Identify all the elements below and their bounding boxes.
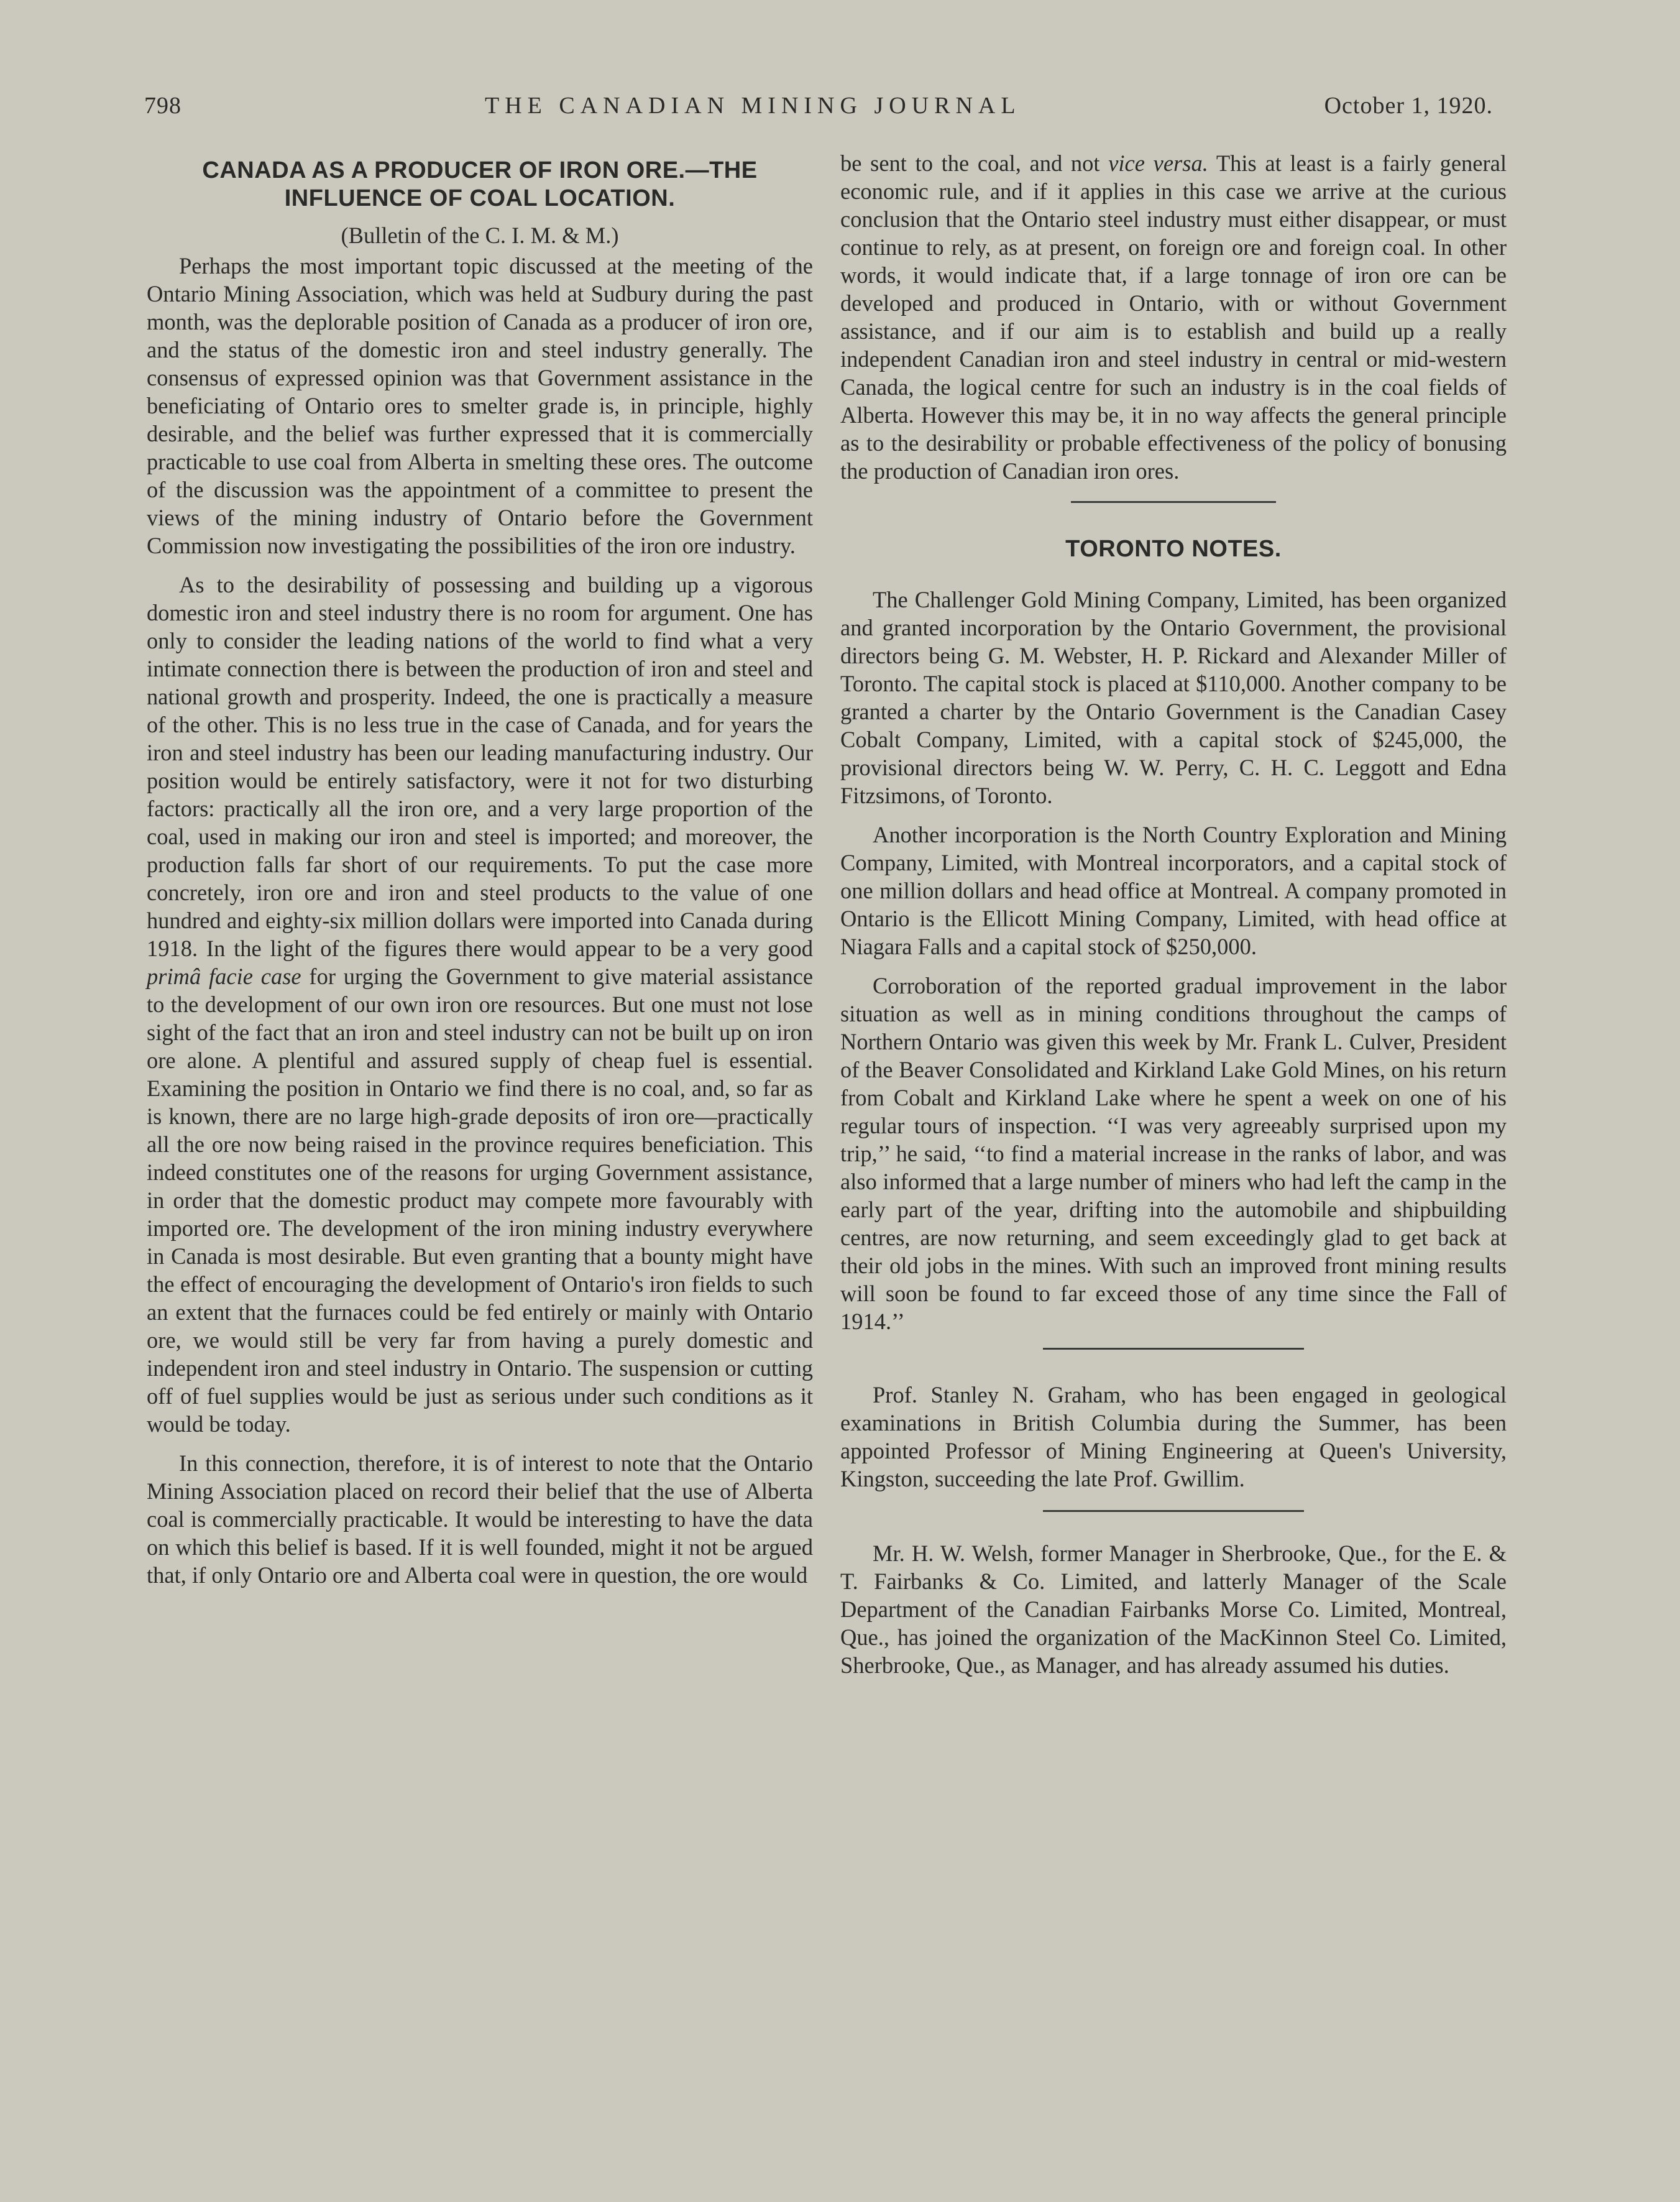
article-paragraph-2-text-b: for urging the Government to give material assistance to the development of our own iron ore resources. But one must not lose sight of the fact that an iron and steel industry can not be built up on iron ore alone. A plentiful and assured supply of cheap fuel is essential. Examining the position in Ontario we find there is no coal, and, so far as is known, there are no large high-grade deposits of iron ore—practically all the ore now being raised in the province requires beneficiation. This indeed constitutes one of the reasons for urging Government assistance, in order that the domestic product may compete more favourably with imported ore. The development of the iron mining industry everywhere in Canada is most desirable. But even granting that a bounty might have the effect of encouraging the development of Ontario's iron fields to such an extent that the furnaces could be fed entirely or mainly with Ontario ore, we would still be very far from having a purely domestic and independent iron and steel industry in Ontario. The suspension or cutting off of fuel supplies would be just as serious under such conditions as it would be today. bbox=[147, 964, 814, 1437]
article-paragraph-2-text-a: As to the desirability of possessing and building up a vigorous domestic iron and steel industry there is no room for argument. One has only to consider the leading nations of the world to find what a very intimate connection there is between the production of iron and steel and national growth and prosperity. Indeed, the one is practically a measure of the other. This is no less true in the case of Canada, and for years the iron and steel industry has been our leading manufacturing industry. Our position would be entirely satisfactory, were it not for two disturbing factors: practically all the iron ore, and a very large proportion of the coal, used in making our iron and steel is imported; and moreover, the production falls far short of our requirements. To put the case more concretely, iron ore and iron and steel products to the value of one hundred and eighty-six million dollars were imported into Canada during 1918. In the light of the figures there would appear to be a very good bbox=[147, 572, 813, 961]
toronto-notes-paragraph-2: Another incorporation is the North Country Exploration and Mining Company, Limited, with Montreal incorporators, and a capital stock of one million dollars and head office at Montreal. A company promoted in Ontario is the Ellicott Mining Company, Limited, with head office at Niagara Falls and a capital stock of $250,000. bbox=[840, 822, 1507, 959]
article-byline: (Bulletin of the C. I. M. & M.) bbox=[341, 223, 619, 248]
toronto-notes-paragraph-4: Prof. Stanley N. Graham, who has been engaged in geological examinations in British Columbia during the Summer, has been appointed Professor of Mining Engineering at Queen's University, Kingston, succeeding the late Prof. Gwillim. bbox=[840, 1382, 1507, 1491]
article-paragraph-3-cont-text-b: This at least is a fairly general economic rule, and if it applies in this case we arrive at the curious conclusion that the Ontario steel industry must either disappear, or must continue to rely, as at present, on foreign ore and foreign coal. In other words, it would indicate that, if a large tonnage of iron ore can be developed and produced in Ontario, with or without Government assistance, and if our aim is to establish and build up a really independent Canadian iron and steel industry in central or mid-western Canada, the logical centre for such an industry is in the coal fields of Alberta. However this may be, it in no way affects the general principle as to the desirability or probable effectiveness of the policy of bonusing the production of Canadian iron ores. bbox=[840, 150, 1507, 484]
article-paragraph-3: In this connection, therefore, it is of interest to note that the Ontario Mining Association placed on record their belief that the use of Alberta coal is commercially practicable. It would be interesting to have the data on which this belief is based. If it is well founded, might it not be argued that, if only Ontario ore and Alberta coal were in question, the ore would bbox=[147, 1450, 813, 1588]
note-divider bbox=[1043, 1348, 1304, 1350]
left-column bbox=[147, 149, 813, 1600]
article-paragraph-2 bbox=[147, 571, 813, 1438]
article-title-line-1: CANADA AS A PRODUCER OF IRON ORE.—THE bbox=[202, 157, 758, 183]
toronto-notes-title: TORONTO NOTES. bbox=[1065, 536, 1282, 562]
toronto-notes-paragraph-1: The Challenger Gold Mining Company, Limited, has been organized and granted incorporation by the Ontario Government, the provisional directors being G. M. Webster, H. P. Rickard and Alexander Miller of Toronto. The capital stock is placed at $110,000. Another company to be granted a charter by the Ontario Government is the Canadian Casey Cobalt Company, Limited, with a capital stock of $245,000, the provisional directors being W. W. Perry, C. H. C. Leggott and Edna Fitzsimons, of Toronto. bbox=[840, 587, 1507, 808]
toronto-notes-paragraph-3: Corroboration of the reported gradual improvement in the labor situation as well as in mining conditions throughout the camps of Northern Ontario was given this week by Mr. Frank L. Culver, President of the Beaver Consolidated and Kirkland Lake Gold Mines, on his return from Cobalt and Kirkland Lake where he spent a week on one of his regular tours of inspection. ‘‘I was very agreeably surprised upon my trip,’’ he said, ‘‘to find a material increase in the ranks of labor, and was also informed that a large number of miners who had left the camp in the early part of the year, drifting into the automobile and shipbuilding centres, are now returning, and seem exceedingly glad to get back at their old jobs in the mines. With such an improved front mining results will soon be found to far exceed those of any time since the Fall of 1914.’’ bbox=[840, 973, 1507, 1334]
note-divider bbox=[1043, 1510, 1304, 1512]
section-divider bbox=[1071, 501, 1276, 503]
page-number: 798 bbox=[144, 93, 181, 119]
page-header bbox=[144, 92, 1493, 129]
article-paragraph-2-italic: primâ facie case bbox=[147, 964, 301, 989]
article-title-line-2: INFLUENCE OF COAL LOCATION. bbox=[284, 185, 676, 211]
journal-title: THE CANADIAN MINING JOURNAL bbox=[485, 93, 1021, 119]
article-paragraph-3-continued bbox=[840, 149, 1507, 485]
right-column bbox=[840, 149, 1507, 1690]
article-title bbox=[147, 157, 813, 213]
article-paragraph-3-cont-italic: vice versa. bbox=[1108, 150, 1208, 176]
article-paragraph-1: Perhaps the most important topic discussed at the meeting of the Ontario Mining Association, which was held at Sudbury during the past month, was the deplorable position of Canada as a producer of iron ore, and the status of the domestic iron and steel industry generally. The consensus of expressed opinion was that Government assistance in the beneficiating of Ontario ores to smelter grade is, in principle, highly desirable, and the belief was further expressed that it is commercially practicable to use coal from Alberta in smelting these ores. The outcome of the discussion was the appointment of a committee to present the views of the mining industry of Ontario before the Government Commission now investigating the possibilities of the iron ore industry. bbox=[147, 253, 813, 558]
toronto-notes-paragraph-5: Mr. H. W. Welsh, former Manager in Sherbrooke, Que., for the E. & T. Fairbanks & Co. Limited, and latterly Manager of the Scale Department of the Canadian Fairbanks Morse Co. Limited, Montreal, Que., has joined the organization of the MacKinnon Steel Co. Limited, Sherbrooke, Que., as Manager, and has already assumed his duties. bbox=[840, 1541, 1507, 1678]
issue-date: October 1, 1920. bbox=[1324, 93, 1493, 119]
article-paragraph-3-cont-text-a: be sent to the coal, and not bbox=[840, 150, 1100, 176]
